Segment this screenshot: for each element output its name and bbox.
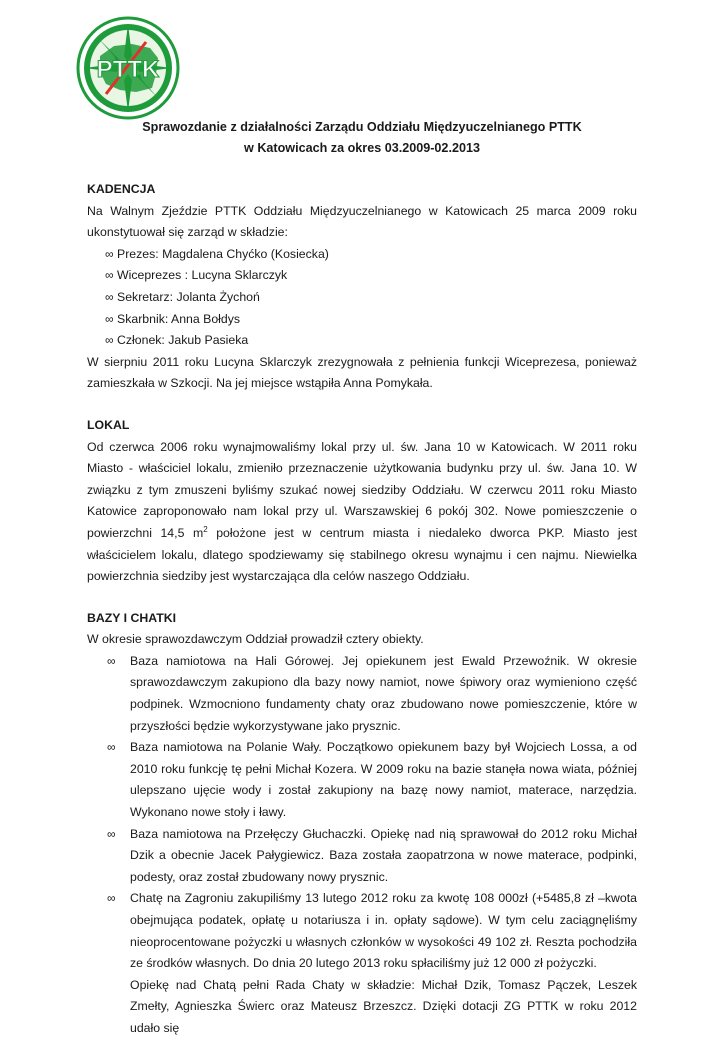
heading-kadencja: KADENCJA xyxy=(87,182,156,196)
kadencja-outro: W sierpniu 2011 roku Lucyna Sklarczyk zrezygnowała z pełnienia funkcji Wiceprezesa, ponieważ zamieszkała w Szkocji. Na jej miejsce wstąpiła Anna Pomykała. xyxy=(87,354,637,391)
bullet-icon: ∞ xyxy=(107,740,116,755)
document-page xyxy=(87,117,637,1040)
bullet-icon: ∞ xyxy=(105,246,114,261)
lokal-text xyxy=(87,437,637,588)
bases-list xyxy=(87,651,637,975)
pttk-logo-graphic xyxy=(76,16,180,120)
base-text: Baza namiotowa na Polanie Wały. Początkowo opiekunem bazy był Wojciech Lossa, a od 2010 roku funkcję tę pełni Michał Kozera. W 2009 roku na bazie stanęła nowa wiata, później ulepszano ujęcie wody i został zakupiony na bazę nowy namiot, materace, narzędzia. Wykonano nowe stoły i ławy. xyxy=(130,740,637,820)
logo-text: PTTK xyxy=(96,56,160,83)
board-members-list xyxy=(87,244,637,352)
bullet-icon: ∞ xyxy=(105,333,114,348)
list-item xyxy=(87,265,637,287)
bazy-continuation: Opiekę nad Chatą pełni Rada Chaty w składzie: Michał Dzik, Tomasz Pączek, Leszek Zmełty, Agnieszka Świerc oraz Mateusz Brzeszcz. Dzięki dotacji ZG PTTK w roku 2012 udało się xyxy=(130,977,637,1035)
base-text: Baza namiotowa na Hali Górowej. Jej opiekunem jest Ewald Przewoźnik. W okresie sprawozdawczym zakupiono dla bazy nowy namiot, nowe śpiwory oraz wymieniono część podpinek. Wzmocniono fundamenty chaty oraz zbudowano nowe pomieszczenie, które w przyszłości będzie wykorzystywane jako prysznic. xyxy=(130,653,637,733)
base-text: Baza namiotowa na Przełęczy Głuchaczki. Opiekę nad nią sprawował do 2012 roku Michał Dzik a obecnie Jacek Pałygiewicz. Baza została zaopatrzona w nowe materace, podpinki, podesty, oraz został zbudowany nowy prysznic. xyxy=(130,826,637,884)
member-text: Skarbnik: Anna Bołdys xyxy=(117,311,241,326)
bullet-icon: ∞ xyxy=(105,289,114,304)
bullet-icon: ∞ xyxy=(105,268,114,283)
title-line-2: w Katowicach za okres 03.2009-02.2013 xyxy=(244,141,480,155)
list-item xyxy=(87,244,637,266)
list-item xyxy=(87,824,637,889)
superscript: 2 xyxy=(203,524,208,534)
bullet-icon: ∞ xyxy=(105,311,114,326)
bullet-icon: ∞ xyxy=(107,653,116,668)
section-lokal xyxy=(87,415,637,588)
document-title xyxy=(87,117,637,159)
list-item xyxy=(87,330,637,352)
member-text: Sekretarz: Jolanta Żychoń xyxy=(117,289,260,304)
list-item xyxy=(87,651,637,737)
list-item xyxy=(87,737,637,823)
title-line-1: Sprawozdanie z działalności Zarządu Oddziału Międzyuczelnianego PTTK xyxy=(142,120,582,134)
bullet-icon: ∞ xyxy=(107,826,116,841)
pttk-logo xyxy=(76,16,180,120)
list-item xyxy=(87,888,637,974)
heading-lokal: LOKAL xyxy=(87,417,130,432)
bazy-intro: W okresie sprawozdawczym Oddział prowadził cztery obiekty. xyxy=(87,632,424,647)
kadencja-intro: Na Walnym Zjeździe PTTK Oddziału Międzyuczelnianego w Katowicach 25 marca 2009 roku ukonstytuował się zarząd w składzie: xyxy=(87,203,637,240)
lokal-text-part-1: Od czerwca 2006 roku wynajmowaliśmy lokal przy ul. św. Jana 10 w Katowicach. W 2011 roku Miasto - właściciel lokalu, zmieniło przeznaczenie użytkowania budynku przy ul. św. Jana 10. W związku z tym zmuszeni byliśmy szukać nowej siedziby Oddziału. W czerwcu 2011 roku Miasto Katowice zaproponowało nam lokal przy ul. Warszawskiej 6 pokój 302. Nowe pomieszczenie o powierzchni 14,5 m xyxy=(87,439,637,540)
list-item xyxy=(87,309,637,331)
list-item xyxy=(87,287,637,309)
bullet-icon: ∞ xyxy=(107,891,116,906)
heading-bazy: BAZY I CHATKI xyxy=(87,610,177,625)
member-text: Wiceprezes : Lucyna Sklarczyk xyxy=(117,268,288,283)
section-kadencja xyxy=(87,179,637,395)
lokal-text-part-2: położone jest w centrum miasta i niedaleko dworca PKP. Miasto jest właścicielem lokalu, dlatego spodziewamy się stabilnego okresu wynajmu i cen najmu. Niewielka powierzchnia siedziby jest wystarczająca dla celów naszego Oddziału. xyxy=(87,525,637,584)
section-bazy xyxy=(87,608,637,1040)
base-text: Chatę na Zagroniu zakupiliśmy 13 lutego 2012 roku za kwotę 108 000zł (+5485,8 zł –kwota obejmująca podatek, opłatę u notariusza i in. opłaty sądowe). W tym celu zaciągnęliśmy nieoprocentowane pożyczki u własnych członków w wysokości 49 102 zł. Reszta pochodziła ze środków własnych. Do dnia 20 lutego 2013 roku spłaciliśmy już 12 000 zł pożyczki. xyxy=(130,891,637,971)
member-text: Członek: Jakub Pasieka xyxy=(117,333,249,348)
member-text: Prezes: Magdalena Chyćko (Kosiecka) xyxy=(117,246,329,261)
